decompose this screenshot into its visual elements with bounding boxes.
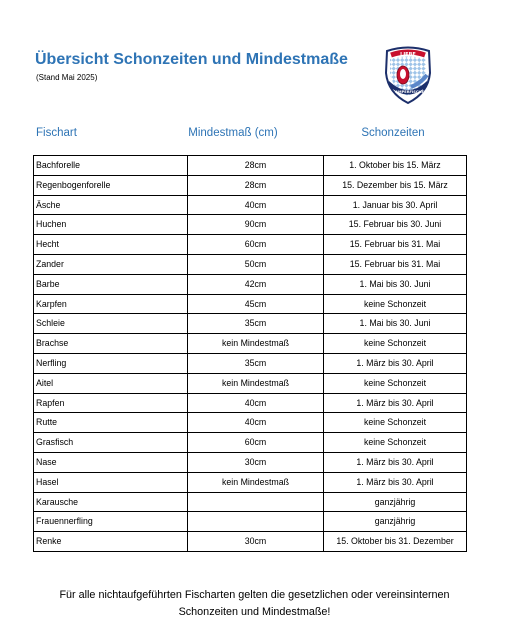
cell-fish: Barbe [34,274,188,294]
table-row [34,235,467,255]
cell-fish: Schleie [34,314,188,334]
cell-size: 90cm [188,215,324,235]
cell-fish: Bachforelle [34,156,188,176]
cell-size: 30cm [188,452,324,472]
footer-line-1: Für alle nichtaufgeführten Fischarten gelten die gesetzlichen oder vereinsinternen [59,589,450,601]
cell-fish: Zander [34,254,188,274]
cell-season: 1. Januar bis 30. April [324,195,467,215]
cell-size: 40cm [188,393,324,413]
cell-size: 50cm [188,254,324,274]
cell-fish: Nerfling [34,353,188,373]
cell-fish: Karpfen [34,294,188,314]
cell-season: keine Schonzeit [324,413,467,433]
page-title: Übersicht Schonzeiten und Mindestmaße [35,51,348,68]
cell-season: 1. Mai bis 30. Juni [324,314,467,334]
cell-fish: Karausche [34,492,188,512]
cell-season: 15. Oktober bis 31. Dezember [324,532,467,552]
cell-size: 45cm [188,294,324,314]
table-row [34,294,467,314]
cell-season: 1. März bis 30. April [324,393,467,413]
cell-fish: Rapfen [34,393,188,413]
cell-season: ganzjährig [324,492,467,512]
table-row [34,532,467,552]
cell-season: 15. Dezember bis 15. März [324,175,467,195]
cell-fish: Brachse [34,334,188,354]
cell-season: 1. Mai bis 30. Juni [324,274,467,294]
fish-table-body [34,156,467,552]
column-header-size: Mindestmaß (cm) [188,127,278,139]
cell-season: keine Schonzeit [324,334,467,354]
svg-text:AMPERFISCHER: AMPERFISCHER [395,90,427,94]
table-row [34,334,467,354]
table-row [34,373,467,393]
table-row [34,413,467,433]
table-row [34,433,467,453]
cell-season: keine Schonzeit [324,373,467,393]
cell-size: 28cm [188,175,324,195]
table-row [34,215,467,235]
column-header-season: Schonzeiten [361,127,425,139]
table-row [34,274,467,294]
cell-size: 60cm [188,433,324,453]
cell-fish: Hasel [34,472,188,492]
cell-size: kein Mindestmaß [188,334,324,354]
footer-note [20,587,489,621]
cell-size: kein Mindestmaß [188,373,324,393]
cell-season: 15. Februar bis 31. Mai [324,235,467,255]
cell-season: keine Schonzeit [324,294,467,314]
cell-fish: Renke [34,532,188,552]
cell-size: 28cm [188,156,324,176]
cell-season: keine Schonzeit [324,433,467,453]
table-row [34,156,467,176]
cell-fish: Hecht [34,235,188,255]
cell-season: 1. März bis 30. April [324,353,467,373]
table-row [34,175,467,195]
table-row [34,492,467,512]
table-row [34,195,467,215]
status-date: (Stand Mai 2025) [36,73,98,82]
cell-fish: Grasfisch [34,433,188,453]
cell-fish: Rutte [34,413,188,433]
cell-size: 35cm [188,353,324,373]
cell-season: 15. Februar bis 31. Mai [324,254,467,274]
cell-size: 60cm [188,235,324,255]
cell-size: 40cm [188,195,324,215]
cell-fish: Nase [34,452,188,472]
cell-size: 42cm [188,274,324,294]
cell-size [188,512,324,532]
table-row [34,452,467,472]
svg-text:LIEBE: LIEBE [400,52,416,58]
cell-season: 15. Februar bis 30. Juni [324,215,467,235]
cell-fish: Aitel [34,373,188,393]
cell-fish: Frauennerfling [34,512,188,532]
cell-season: 1. März bis 30. April [324,452,467,472]
table-row [34,393,467,413]
table-row [34,254,467,274]
cell-size: 40cm [188,413,324,433]
cell-season: ganzjährig [324,512,467,532]
table-row [34,472,467,492]
cell-size: 30cm [188,532,324,552]
cell-fish: Huchen [34,215,188,235]
cell-season: 1. März bis 30. April [324,472,467,492]
cell-fish: Regenbogenforelle [34,175,188,195]
footer-line-2: Schonzeiten und Mindestmaße! [178,606,331,618]
table-row [34,314,467,334]
cell-season: 1. Oktober bis 15. März [324,156,467,176]
fish-table [33,155,467,552]
table-row [34,512,467,532]
cell-size: 35cm [188,314,324,334]
club-crest-icon [381,41,435,107]
cell-fish: Äsche [34,195,188,215]
cell-size [188,492,324,512]
cell-size: kein Mindestmaß [188,472,324,492]
table-row [34,353,467,373]
column-header-fish: Fischart [36,127,77,139]
